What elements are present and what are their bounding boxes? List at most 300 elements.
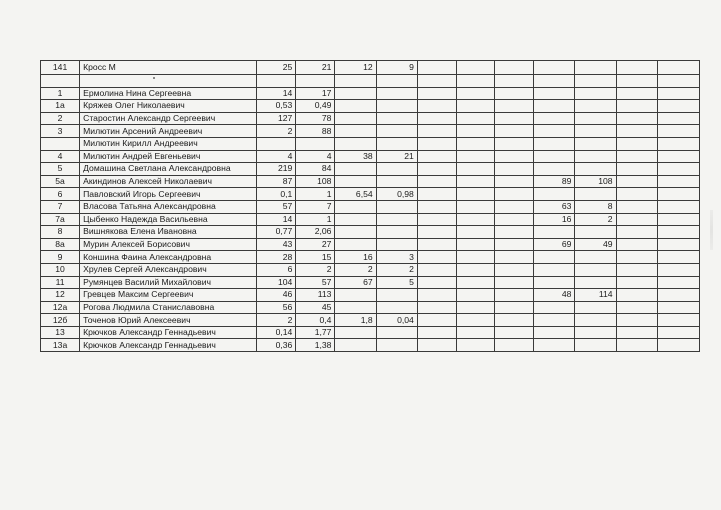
empty-cell [417, 238, 456, 251]
row-value-cell: 114 [575, 289, 616, 302]
empty-cell [616, 150, 657, 163]
row-value-cell [335, 226, 376, 239]
row-value-cell: 3 [376, 251, 417, 264]
row-value-cell [534, 163, 575, 176]
row-value-cell [376, 112, 417, 125]
empty-cell [417, 188, 456, 201]
empty-cell [616, 112, 657, 125]
row-value-cell [376, 163, 417, 176]
empty-cell [616, 163, 657, 176]
empty-cell [456, 137, 494, 150]
empty-cell [616, 87, 657, 100]
row-value-cell [575, 188, 616, 201]
empty-cell [456, 326, 494, 339]
table-row [41, 263, 700, 276]
empty-cell [417, 263, 456, 276]
row-name-cell: Точенов Юрий Алексеевич [80, 314, 257, 327]
empty-cell [495, 61, 534, 75]
row-value-cell [335, 87, 376, 100]
empty-cell [657, 326, 699, 339]
empty-cell [417, 226, 456, 239]
row-name-cell: Власова Татьяна Александровна [80, 200, 257, 213]
row-value-cell: 38 [335, 150, 376, 163]
row-value-cell [575, 163, 616, 176]
empty-cell [657, 200, 699, 213]
table-row [41, 112, 700, 125]
row-value-cell: 1,77 [296, 326, 335, 339]
empty-cell [657, 112, 699, 125]
row-value-cell [376, 226, 417, 239]
row-value-cell: 28 [257, 251, 296, 264]
empty-cell [616, 100, 657, 113]
empty-cell [495, 100, 534, 113]
row-value-cell [534, 326, 575, 339]
table-row [41, 238, 700, 251]
row-value-cell [376, 175, 417, 188]
table-row [41, 137, 700, 150]
empty-cell [417, 100, 456, 113]
empty-cell [657, 301, 699, 314]
row-value-cell [376, 339, 417, 352]
row-value-cell: 0,4 [296, 314, 335, 327]
empty-cell [495, 276, 534, 289]
row-number-cell: 12 [41, 289, 80, 302]
empty-cell [456, 163, 494, 176]
empty-cell [657, 163, 699, 176]
header-value-cell: 25 [257, 61, 296, 75]
empty-cell [456, 314, 494, 327]
empty-cell [296, 75, 335, 88]
table-row [41, 150, 700, 163]
empty-cell [657, 226, 699, 239]
empty-cell [417, 251, 456, 264]
empty-cell [657, 289, 699, 302]
row-value-cell: 45 [296, 301, 335, 314]
empty-cell [616, 251, 657, 264]
empty-cell [456, 276, 494, 289]
row-value-cell [296, 137, 335, 150]
row-value-cell: 5 [376, 276, 417, 289]
empty-cell [616, 276, 657, 289]
row-name-cell: Павловский Игорь Сергеевич [80, 188, 257, 201]
empty-cell [456, 263, 494, 276]
row-value-cell: 2 [575, 213, 616, 226]
row-value-cell: 89 [534, 175, 575, 188]
row-value-cell: 27 [296, 238, 335, 251]
empty-cell [657, 314, 699, 327]
row-name-cell: Крючков Александр Геннадьевич [80, 326, 257, 339]
empty-cell [657, 238, 699, 251]
row-name-cell: Вишнякова Елена Ивановна [80, 226, 257, 239]
row-value-cell [575, 339, 616, 352]
empty-cell [456, 188, 494, 201]
empty-cell [495, 263, 534, 276]
row-value-cell: 46 [257, 289, 296, 302]
empty-cell [257, 75, 296, 88]
row-value-cell: 69 [534, 238, 575, 251]
row-number-cell: 8 [41, 226, 80, 239]
empty-cell [417, 163, 456, 176]
table-row [41, 226, 700, 239]
row-value-cell [575, 276, 616, 289]
row-value-cell: 2 [335, 263, 376, 276]
row-number-cell: 12а [41, 301, 80, 314]
row-value-cell [257, 137, 296, 150]
row-value-cell: 108 [296, 175, 335, 188]
empty-cell [495, 301, 534, 314]
row-value-cell: 0,53 [257, 100, 296, 113]
row-value-cell: 0,98 [376, 188, 417, 201]
table-row [41, 251, 700, 264]
row-name-cell: Акиндинов Алексей Николаевич [80, 175, 257, 188]
row-value-cell [534, 339, 575, 352]
empty-cell [417, 137, 456, 150]
row-number-cell: 12б [41, 314, 80, 327]
row-value-cell: 15 [296, 251, 335, 264]
empty-cell [616, 263, 657, 276]
empty-cell [417, 75, 456, 88]
empty-cell [456, 226, 494, 239]
empty-cell [495, 112, 534, 125]
empty-cell [657, 263, 699, 276]
empty-cell [495, 125, 534, 138]
row-value-cell: 17 [296, 87, 335, 100]
empty-cell [495, 314, 534, 327]
empty-cell [495, 87, 534, 100]
empty-cell [417, 125, 456, 138]
row-value-cell [376, 87, 417, 100]
empty-cell [616, 238, 657, 251]
row-name-cell: Ермолина Нина Сергеевна [80, 87, 257, 100]
row-value-cell [534, 112, 575, 125]
row-value-cell: 4 [296, 150, 335, 163]
row-value-cell [575, 125, 616, 138]
empty-cell [616, 188, 657, 201]
row-value-cell [534, 251, 575, 264]
row-number-cell: 2 [41, 112, 80, 125]
data-table [40, 60, 700, 352]
row-value-cell: 127 [257, 112, 296, 125]
empty-cell [456, 75, 494, 88]
row-value-cell: 43 [257, 238, 296, 251]
row-value-cell [335, 137, 376, 150]
empty-cell [616, 137, 657, 150]
row-value-cell: 87 [257, 175, 296, 188]
empty-cell [534, 61, 575, 75]
row-value-cell: 4 [257, 150, 296, 163]
empty-cell [616, 301, 657, 314]
empty-cell [495, 150, 534, 163]
table-row [41, 188, 700, 201]
row-value-cell: 219 [257, 163, 296, 176]
header-title-cell: Кросс М [80, 61, 257, 75]
row-value-cell [335, 289, 376, 302]
empty-cell [495, 339, 534, 352]
table-row [41, 87, 700, 100]
scan-edge-mark [710, 210, 713, 250]
empty-cell [495, 75, 534, 88]
row-value-cell [534, 150, 575, 163]
row-value-cell: 1 [296, 188, 335, 201]
empty-cell [417, 314, 456, 327]
row-value-cell: 1,8 [335, 314, 376, 327]
row-number-cell: 11 [41, 276, 80, 289]
empty-cell [456, 125, 494, 138]
row-value-cell [335, 175, 376, 188]
table-row [41, 289, 700, 302]
empty-cell [456, 112, 494, 125]
empty-cell [657, 276, 699, 289]
row-value-cell [534, 137, 575, 150]
row-value-cell: 104 [257, 276, 296, 289]
empty-cell [456, 289, 494, 302]
row-value-cell: 2 [296, 263, 335, 276]
row-value-cell: 63 [534, 200, 575, 213]
row-name-cell: Милютин Арсений Андреевич [80, 125, 257, 138]
row-value-cell [575, 150, 616, 163]
empty-cell [456, 87, 494, 100]
header-number-cell: 141 [41, 61, 80, 75]
table-row [41, 100, 700, 113]
empty-cell [495, 238, 534, 251]
header-value-cell: 9 [376, 61, 417, 75]
empty-cell [456, 175, 494, 188]
row-value-cell: 84 [296, 163, 335, 176]
row-value-cell: 1,38 [296, 339, 335, 352]
row-value-cell [376, 238, 417, 251]
empty-cell [456, 238, 494, 251]
row-value-cell: 57 [296, 276, 335, 289]
row-value-cell [534, 188, 575, 201]
row-value-cell [534, 301, 575, 314]
row-name-cell: Цыбенко Надежда Васильевна [80, 213, 257, 226]
row-name-cell: Гревцев Максим Сергеевич [80, 289, 257, 302]
empty-cell [417, 87, 456, 100]
empty-cell [657, 125, 699, 138]
row-value-cell [534, 125, 575, 138]
empty-cell [657, 175, 699, 188]
empty-cell [495, 213, 534, 226]
empty-cell [657, 150, 699, 163]
empty-cell [80, 75, 257, 88]
empty-cell [495, 326, 534, 339]
row-value-cell [575, 251, 616, 264]
table-row [41, 200, 700, 213]
row-value-cell: 21 [376, 150, 417, 163]
table-row [41, 125, 700, 138]
row-value-cell: 0,49 [296, 100, 335, 113]
table-row [41, 339, 700, 352]
row-number-cell [41, 137, 80, 150]
row-value-cell: 0,77 [257, 226, 296, 239]
table-header-row [41, 61, 700, 75]
row-value-cell: 67 [335, 276, 376, 289]
empty-cell [417, 213, 456, 226]
empty-cell [616, 326, 657, 339]
row-value-cell: 16 [335, 251, 376, 264]
row-value-cell: 56 [257, 301, 296, 314]
empty-cell [417, 339, 456, 352]
row-value-cell: 2 [257, 314, 296, 327]
row-value-cell: 1 [296, 213, 335, 226]
empty-cell [41, 75, 80, 88]
row-value-cell [335, 238, 376, 251]
empty-cell [616, 314, 657, 327]
table-row [41, 175, 700, 188]
row-name-cell: Домашина Светлана Александровна [80, 163, 257, 176]
row-value-cell: 2,06 [296, 226, 335, 239]
empty-cell [495, 175, 534, 188]
empty-cell [495, 289, 534, 302]
row-value-cell: 14 [257, 213, 296, 226]
empty-cell [335, 75, 376, 88]
row-value-cell [575, 326, 616, 339]
table-row [41, 163, 700, 176]
row-value-cell: 88 [296, 125, 335, 138]
empty-cell [616, 175, 657, 188]
row-value-cell: 2 [376, 263, 417, 276]
table-row [41, 276, 700, 289]
row-name-cell: Румянцев Василий Михайлович [80, 276, 257, 289]
row-number-cell: 7 [41, 200, 80, 213]
row-name-cell: Старостин Александр Сергеевич [80, 112, 257, 125]
row-value-cell [335, 200, 376, 213]
empty-cell [657, 339, 699, 352]
row-value-cell: 108 [575, 175, 616, 188]
empty-cell [495, 200, 534, 213]
row-number-cell: 4 [41, 150, 80, 163]
empty-cell [495, 251, 534, 264]
empty-cell [657, 61, 699, 75]
row-value-cell [575, 314, 616, 327]
empty-cell [417, 276, 456, 289]
row-value-cell: 113 [296, 289, 335, 302]
row-value-cell: 78 [296, 112, 335, 125]
empty-cell [417, 112, 456, 125]
row-value-cell [376, 289, 417, 302]
table-row [41, 213, 700, 226]
row-value-cell: 0,1 [257, 188, 296, 201]
empty-cell [616, 339, 657, 352]
row-number-cell: 13а [41, 339, 80, 352]
row-value-cell [534, 226, 575, 239]
empty-cell [657, 251, 699, 264]
row-number-cell: 8а [41, 238, 80, 251]
empty-cell [456, 213, 494, 226]
empty-cell [456, 61, 494, 75]
empty-cell [575, 75, 616, 88]
empty-cell [376, 75, 417, 88]
empty-cell [534, 75, 575, 88]
empty-cell [657, 137, 699, 150]
row-value-cell [376, 100, 417, 113]
row-name-cell: Милютин Кирилл Андреевич [80, 137, 257, 150]
spacer-row [41, 75, 700, 88]
empty-cell [495, 188, 534, 201]
table-row [41, 314, 700, 327]
empty-cell [417, 200, 456, 213]
empty-cell [417, 150, 456, 163]
empty-cell [616, 61, 657, 75]
row-value-cell: 16 [534, 213, 575, 226]
row-value-cell [335, 213, 376, 226]
row-value-cell [376, 137, 417, 150]
row-value-cell [376, 213, 417, 226]
header-value-cell: 21 [296, 61, 335, 75]
empty-cell [616, 289, 657, 302]
row-value-cell [575, 263, 616, 276]
empty-cell [616, 75, 657, 88]
row-value-cell: 49 [575, 238, 616, 251]
row-value-cell: 0,04 [376, 314, 417, 327]
empty-cell [456, 100, 494, 113]
empty-cell [456, 339, 494, 352]
empty-cell [657, 188, 699, 201]
row-value-cell [575, 301, 616, 314]
row-value-cell: 8 [575, 200, 616, 213]
table-row [41, 326, 700, 339]
empty-cell [616, 125, 657, 138]
row-number-cell: 3 [41, 125, 80, 138]
row-value-cell [376, 326, 417, 339]
row-value-cell: 0,36 [257, 339, 296, 352]
table-row [41, 301, 700, 314]
row-value-cell [376, 200, 417, 213]
row-name-cell: Рогова Людмила Станиславовна [80, 301, 257, 314]
row-value-cell [335, 100, 376, 113]
row-value-cell [376, 301, 417, 314]
row-number-cell: 1а [41, 100, 80, 113]
row-value-cell [534, 263, 575, 276]
row-value-cell: 7 [296, 200, 335, 213]
row-value-cell [575, 87, 616, 100]
row-value-cell: 48 [534, 289, 575, 302]
header-value-cell: 12 [335, 61, 376, 75]
row-value-cell [534, 314, 575, 327]
row-number-cell: 5а [41, 175, 80, 188]
empty-cell [616, 213, 657, 226]
row-name-cell: Милютин Андрей Евгеньевич [80, 150, 257, 163]
empty-cell [456, 251, 494, 264]
row-value-cell [335, 339, 376, 352]
empty-cell [616, 226, 657, 239]
row-number-cell: 5 [41, 163, 80, 176]
empty-cell [657, 87, 699, 100]
row-value-cell [575, 100, 616, 113]
empty-cell [495, 137, 534, 150]
empty-cell [456, 150, 494, 163]
empty-cell [456, 301, 494, 314]
row-name-cell: Мурин Алексей Борисович [80, 238, 257, 251]
row-name-cell: Крючков Александр Геннадьевич [80, 339, 257, 352]
empty-cell [417, 175, 456, 188]
row-number-cell: 13 [41, 326, 80, 339]
row-number-cell: 6 [41, 188, 80, 201]
row-number-cell: 7а [41, 213, 80, 226]
empty-cell [495, 226, 534, 239]
empty-cell [657, 100, 699, 113]
empty-cell [575, 61, 616, 75]
row-value-cell [575, 112, 616, 125]
row-name-cell: Кряжев Олег Николаевич [80, 100, 257, 113]
row-value-cell [335, 112, 376, 125]
row-value-cell [335, 125, 376, 138]
row-value-cell: 2 [257, 125, 296, 138]
row-name-cell: Коншина Фаина Александровна [80, 251, 257, 264]
row-value-cell [575, 226, 616, 239]
row-value-cell [335, 326, 376, 339]
empty-cell [616, 200, 657, 213]
